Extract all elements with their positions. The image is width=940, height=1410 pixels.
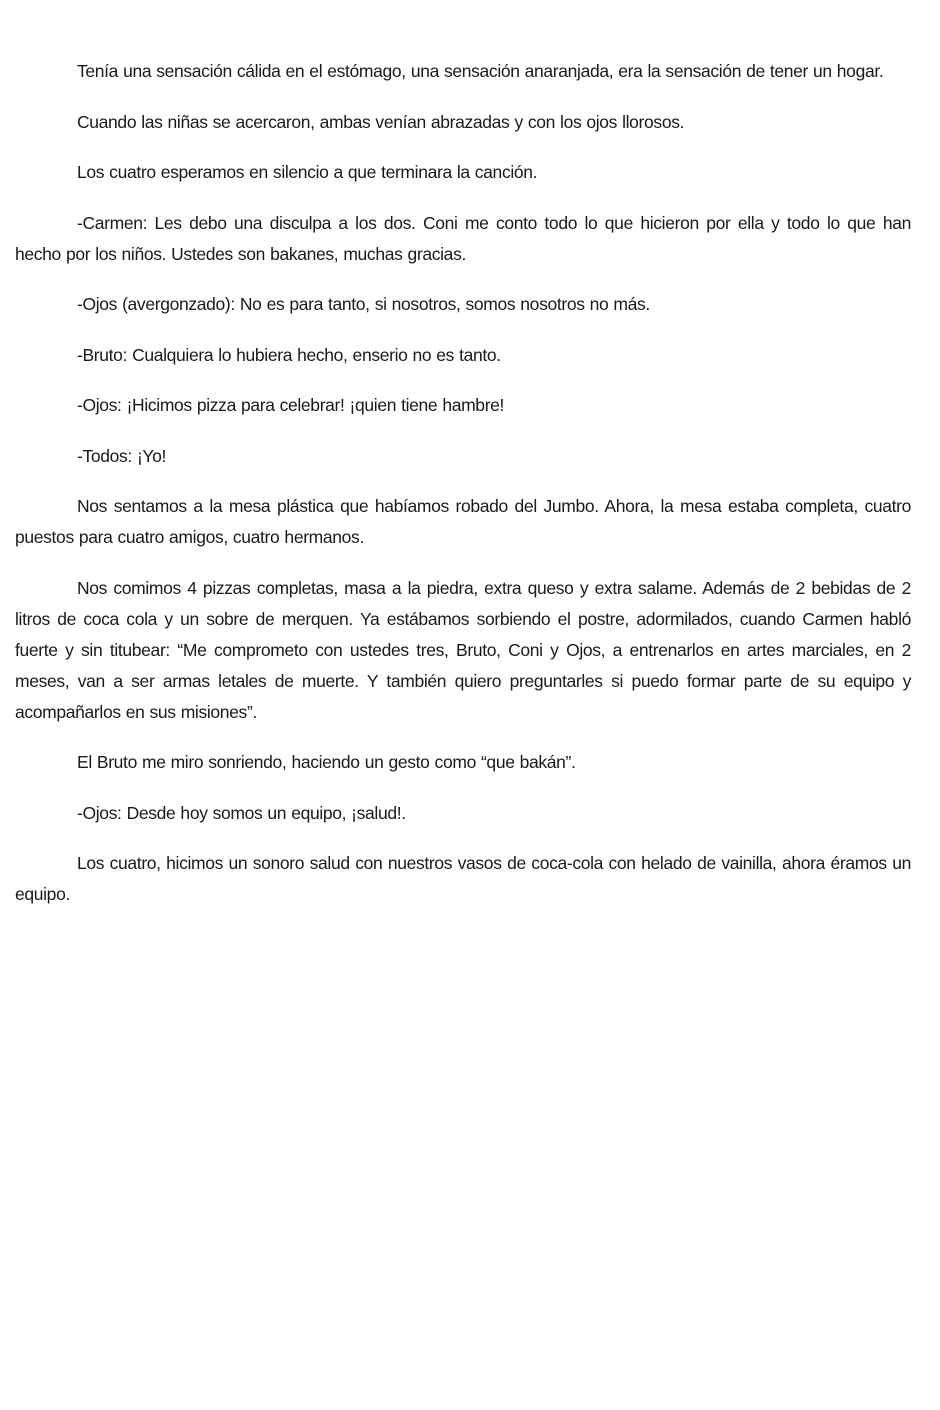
- paragraph: Nos sentamos a la mesa plástica que habíamos robado del Jumbo. Ahora, la mesa estaba completa, cuatro puestos para cuatro amigos, cuatro hermanos.: [15, 496, 911, 547]
- paragraph: -Carmen: Les debo una disculpa a los dos. Coni me conto todo lo que hicieron por ella y todo lo que han hecho por los niños. Ustedes son bakanes, muchas gracias.: [15, 212, 911, 264]
- story-text: [15, 56, 911, 930]
- paragraph: -Ojos: Desde hoy somos un equipo, ¡salud!.: [77, 802, 406, 823]
- paragraph: -Ojos (avergonzado): No es para tanto, si nosotros, somos nosotros no más.: [77, 294, 650, 314]
- paragraph: Nos comimos 4 pizzas completas, masa a la piedra, extra queso y extra salame. Además de 2 bebidas de 2 litros de coca cola y un sobre de merquen. Ya estábamos sorbiendo el postre, adormilados, cuando Carmen habló fuerte y sin titubear: “Me comprometo con ustedes tres, Bruto, Coni y Ojos, a entrenarlos en artes marciales, en 2 meses, van a ser armas letales de muerte. Y también quiero preguntarles si puedo formar parte de su equipo y acompañarlos en sus misiones”.: [15, 577, 911, 722]
- paragraph: Los cuatro esperamos en silencio a que terminara la canción.: [77, 162, 538, 182]
- paragraph: -Ojos: ¡Hicimos pizza para celebrar! ¡quien tiene hambre!: [77, 395, 505, 415]
- paragraph: Tenía una sensación cálida en el estómago, una sensación anaranjada, era la sensación de tener un hogar.: [77, 61, 884, 81]
- paragraph: -Bruto: Cualquiera lo hubiera hecho, enserio no es tanto.: [77, 344, 501, 365]
- paragraph: -Todos: ¡Yo!: [77, 445, 167, 466]
- paragraph: Cuando las niñas se acercaron, ambas venían abrazadas y con los ojos llorosos.: [77, 111, 685, 132]
- paragraph: El Bruto me miro sonriendo, haciendo un gesto como “que bakán”.: [77, 752, 576, 772]
- paragraph: Los cuatro, hicimos un sonoro salud con nuestros vasos de coca-cola con helado de vainilla, ahora éramos un equipo.: [15, 853, 911, 904]
